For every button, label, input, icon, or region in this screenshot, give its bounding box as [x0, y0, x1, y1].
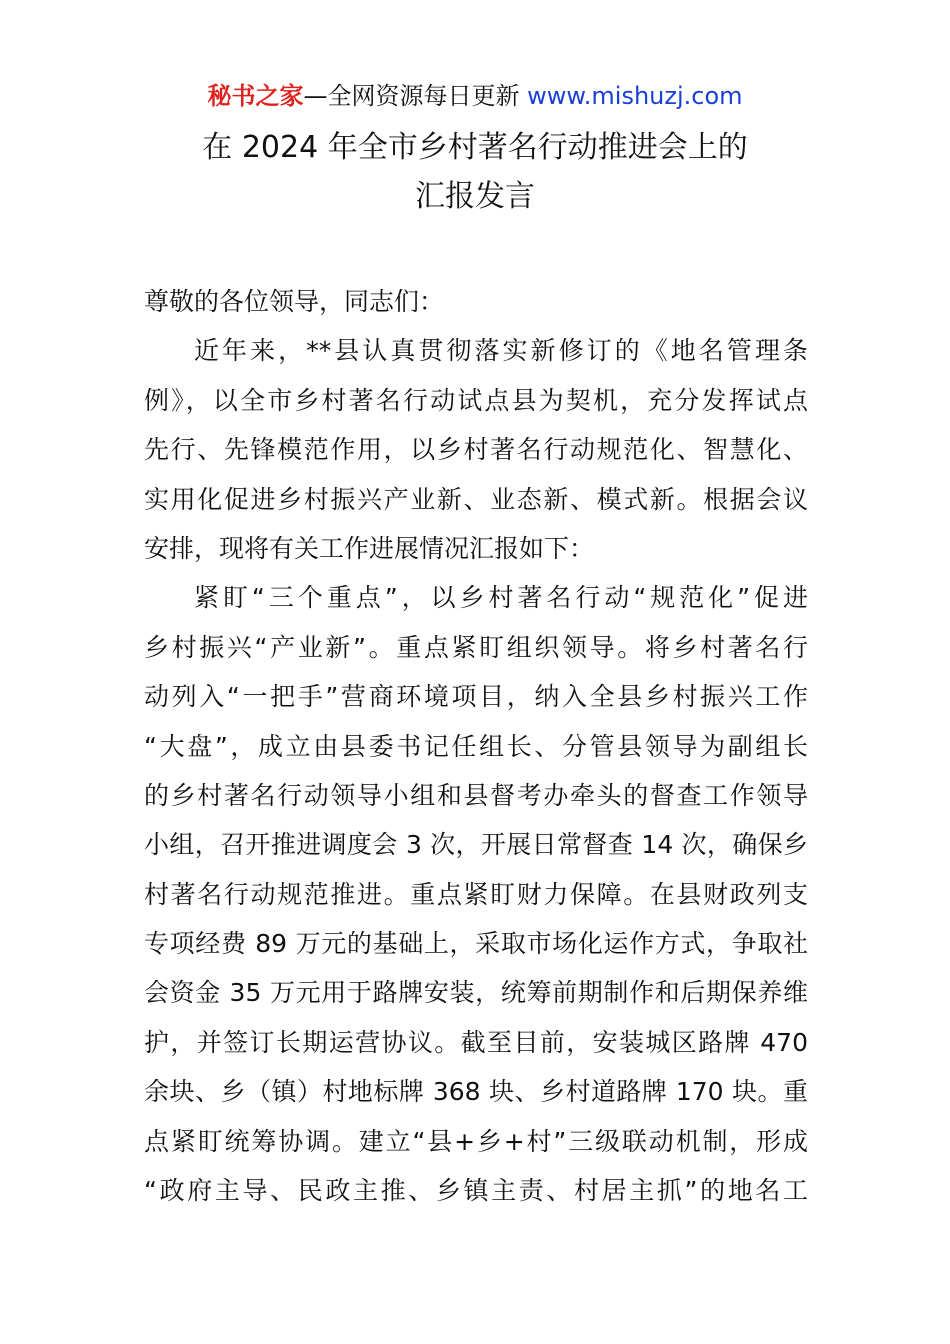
body-line: 专项经费 89 万元的基础上，采取市场化运作方式，争取社 [144, 929, 808, 959]
document-title-line-2: 汇报发言 [415, 179, 535, 214]
salutation: 尊敬的各位领导，同志们： [144, 287, 445, 316]
body-line: 会资金 35 万元用于路牌安装，统筹前期制作和后期保养维 [144, 978, 808, 1008]
body-line: 点紧盯统筹协调。建立“县+乡+村”三级联动机制，形成 [144, 1126, 808, 1156]
body-line: 动列入“一把手”营商环境项目，纳入全县乡村振兴工作 [144, 682, 808, 712]
body-line: 护，并签订长期运营协议。截至目前，安装城区路牌 470 [144, 1027, 808, 1057]
body-line: “大盘”，成立由县委书记任组长、分管县领导为副组长 [144, 731, 808, 761]
body-line: “政府主导、民政主推、乡镇主责、村居主抓”的地名工 [144, 1176, 808, 1206]
body-line: 紧盯“三个重点”，以乡村著名行动“规范化”促进 [194, 583, 808, 613]
brand-name: 秘书之家 [207, 82, 304, 110]
body-line: 安排，现将有关工作进展情况汇报如下： [144, 533, 595, 563]
body-line: 乡村振兴“产业新”。重点紧盯组织领导。将乡村著名行 [144, 632, 808, 662]
site-url-link[interactable]: www.mishuzj.com [527, 82, 743, 110]
body-line: 例》，以全市乡村著名行动试点县为契机，充分发挥试点 [144, 385, 808, 415]
body-line: 村著名行动规范推进。重点紧盯财力保障。在县财政列支 [144, 879, 808, 909]
document-body [144, 277, 808, 1215]
body-line: 小组，召开推进调度会 3 次，开展日常督查 14 次，确保乡 [144, 830, 808, 860]
document-title-line-1: 在 2024 年全市乡村著名行动推进会上的 [202, 130, 748, 165]
site-header [0, 80, 950, 112]
body-line: 近年来，**县认真贯彻落实新修订的《地名管理条 [194, 336, 808, 366]
body-line: 的乡村著名行动领导小组和县督考办牵头的督查工作领导 [144, 780, 808, 810]
header-tagline: —全网资源每日更新 [303, 82, 528, 110]
body-line: 余块、乡（镇）村地标牌 368 块、乡村道路牌 170 块。重 [144, 1077, 808, 1107]
body-line: 先行、先锋模范作用，以乡村著名行动规范化、智慧化、 [144, 435, 808, 465]
body-line: 实用化促进乡村振兴产业新、业态新、模式新。根据会议 [144, 484, 808, 514]
